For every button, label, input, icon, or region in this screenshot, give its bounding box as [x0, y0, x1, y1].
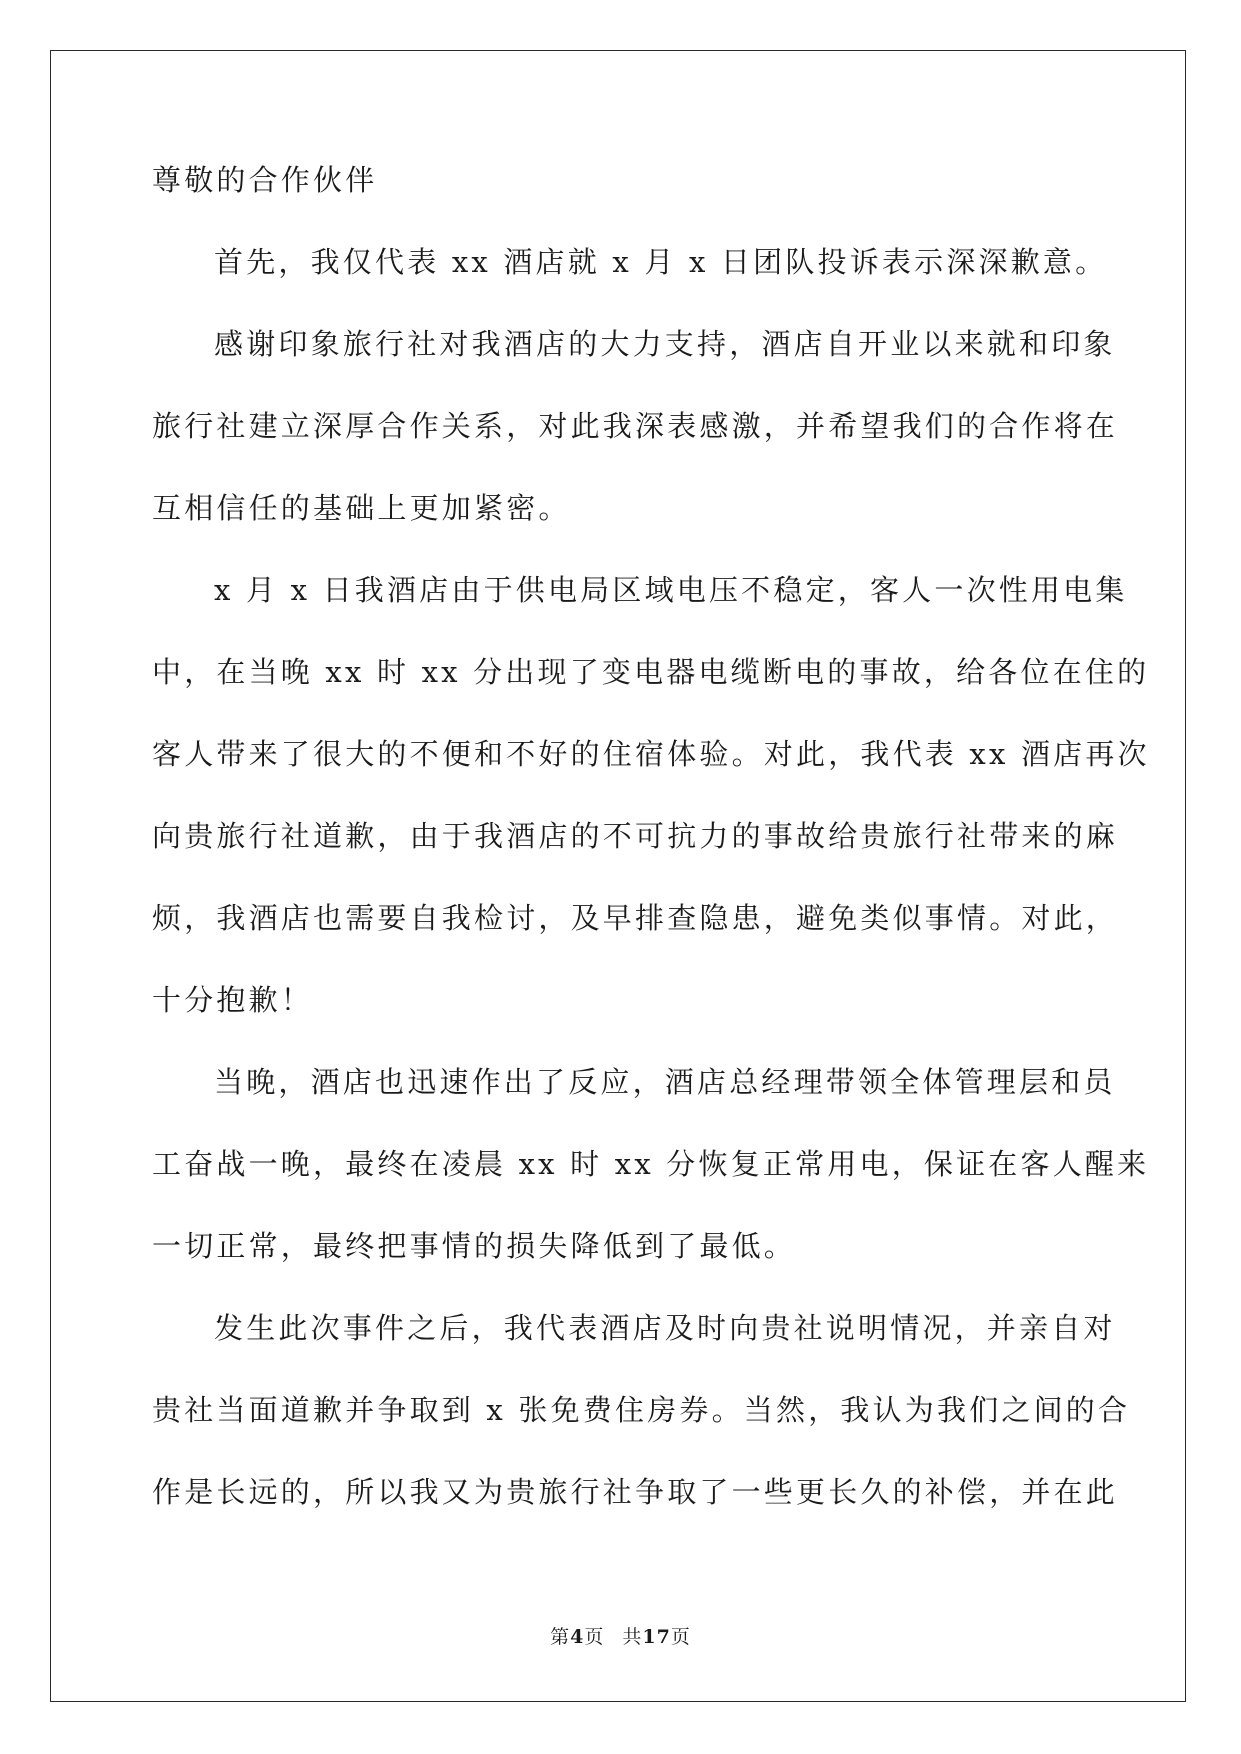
document-body [152, 163, 1150, 1560]
page-prefix: 第 [550, 1626, 571, 1648]
paragraph-line: 发生此次事件之后，我代表酒店及时向贵社说明情况，并亲自对 [214, 1311, 1116, 1345]
paragraph-line: 作是长远的，所以我又为贵旅行社争取了一些更长久的补偿，并在此 [152, 1475, 1119, 1509]
total-prefix: 共 [622, 1626, 643, 1648]
salutation: 尊敬的合作伙伴 [152, 163, 378, 197]
page-footer [0, 1622, 1241, 1649]
paragraph-line: 客人带来了很大的不便和不好的住宿体验。对此，我代表 xx 酒店再次 [152, 737, 1150, 771]
page-number: 4 [570, 1626, 585, 1648]
paragraph-line: 烦，我酒店也需要自我检讨，及早排查隐患，避免类似事情。对此， [152, 901, 1119, 935]
paragraph-line: 首先，我仅代表 xx 酒店就 x 月 x 日团队投诉表示深深歉意。 [214, 245, 1108, 279]
paragraph-line: 互相信任的基础上更加紧密。 [152, 491, 571, 525]
paragraph-line: x 月 x 日我酒店由于供电局区域电压不稳定，客人一次性用电集 [214, 573, 1128, 607]
paragraph-line: 感谢印象旅行社对我酒店的大力支持，酒店自开业以来就和印象 [214, 327, 1116, 361]
page-suffix: 页 [584, 1626, 605, 1648]
paragraph-line: 向贵旅行社道歉，由于我酒店的不可抗力的事故给贵旅行社带来的麻 [152, 819, 1119, 853]
paragraph-line: 一切正常，最终把事情的损失降低到了最低。 [152, 1229, 797, 1263]
paragraph-line: 旅行社建立深厚合作关系，对此我深表感激，并希望我们的合作将在 [152, 409, 1119, 443]
total-pages: 17 [642, 1626, 671, 1648]
paragraph-line: 十分抱歉！ [152, 983, 314, 1017]
paragraph-line: 当晚，酒店也迅速作出了反应，酒店总经理带领全体管理层和员 [214, 1065, 1116, 1099]
paragraph-line: 工奋战一晚，最终在凌晨 xx 时 xx 分恢复正常用电，保证在客人醒来 [152, 1147, 1150, 1181]
paragraph-line: 贵社当面道歉并争取到 x 张免费住房券。当然，我认为我们之间的合 [152, 1393, 1131, 1427]
paragraph-line: 中，在当晚 xx 时 xx 分出现了变电器电缆断电的事故，给各位在住的 [152, 655, 1150, 689]
total-suffix: 页 [670, 1626, 691, 1648]
